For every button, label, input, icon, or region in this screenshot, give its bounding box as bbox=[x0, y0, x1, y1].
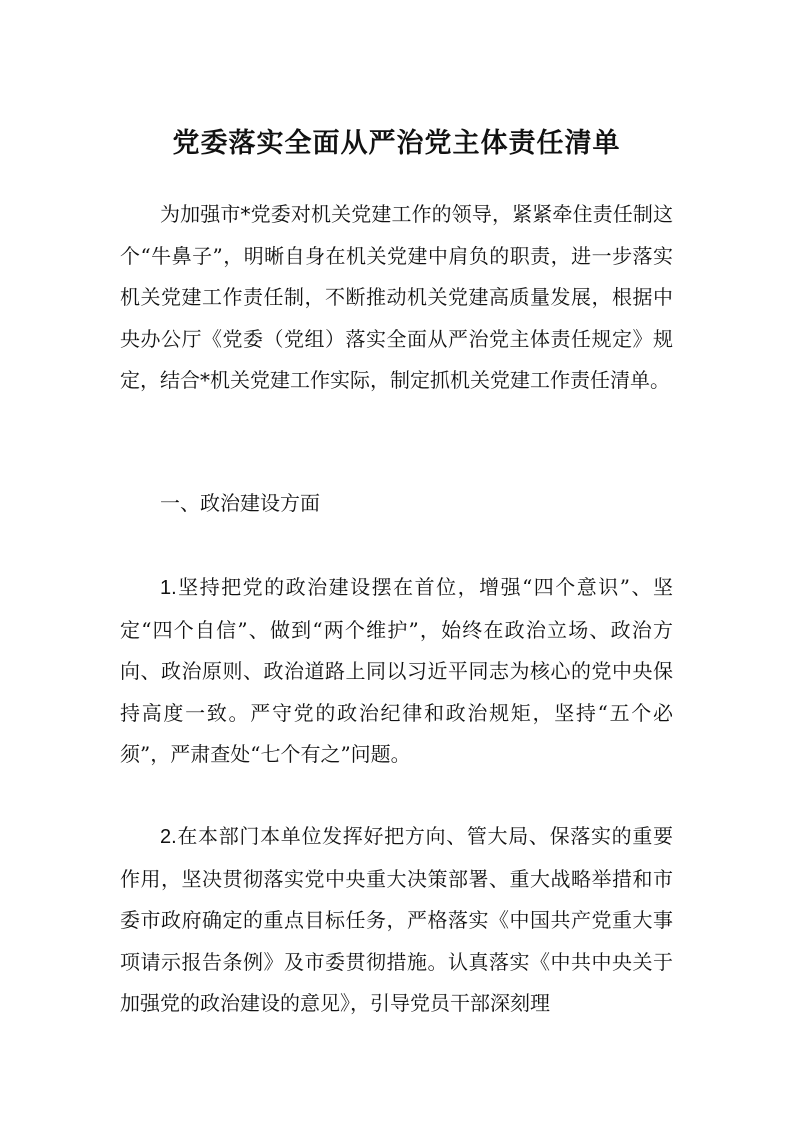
list-item-2-text: 在本部门本单位发挥好把方向、管大局、保落实的重要作用，坚决贯彻落实党中央重大决策部署、重大战略举措和市委市政府确定的重点目标任务，严格落实《中国共产党重大事项请示报告条例》及市委贯彻措施。认真落实《中共中央关于加强党的政治建设的意见》，引导党员干部深刻理 bbox=[120, 824, 673, 1015]
document-title: 党委落实全面从严治党主体责任清单 bbox=[172, 128, 621, 159]
intro-paragraph: 为加强市*党委对机关党建工作的领导，紧紧牵住责任制这个“牛鼻子”，明晰自身在机关党建中肩负的职责，进一步落实机关党建工作责任制，不断推动机关党建高质量发展，根据中央办公厅《党委（党组）落实全面从严治党主体责任规定》规定，结合*机关党建工作实际，制定抓机关党建工作责任清单。 bbox=[120, 202, 673, 392]
list-item-1 bbox=[120, 567, 673, 776]
list-item-1-number: 1. bbox=[160, 577, 177, 599]
section-heading-political: 一、政治建设方面 bbox=[160, 491, 320, 515]
list-item-2 bbox=[120, 816, 673, 1025]
list-item-2-number: 2. bbox=[160, 826, 177, 848]
list-item-1-text: 坚持把党的政治建设摆在首位，增强“四个意识”、坚定“四个自信”、做到“两个维护”，始终在政治立场、政治方向、政治原则、政治道路上同以习近平同志为核心的党中央保持高度一致。严守党的政治纪律和政治规矩，坚持“五个必须”，严肃查处“七个有之”问题。 bbox=[120, 575, 673, 766]
